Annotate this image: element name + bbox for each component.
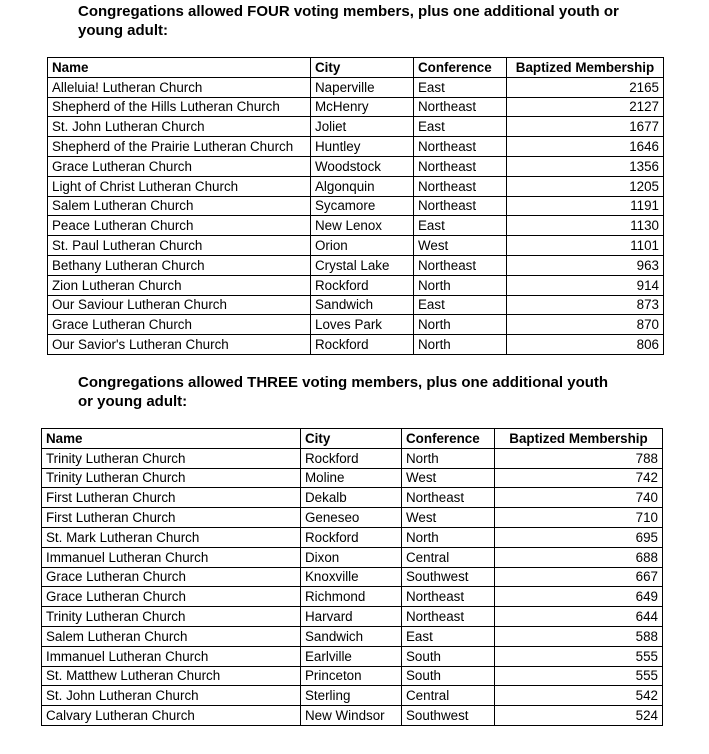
table-row — [48, 216, 664, 236]
cell-name: Peace Lutheran Church — [48, 216, 311, 236]
table-header-row — [48, 58, 664, 78]
cell-city: Princeton — [301, 666, 402, 686]
cell-membership: 873 — [507, 295, 664, 315]
cell-city: Sterling — [301, 686, 402, 706]
table-row — [48, 196, 664, 216]
cell-city: Sandwich — [301, 626, 402, 646]
cell-city: Harvard — [301, 607, 402, 627]
cell-city: Sycamore — [311, 196, 414, 216]
cell-city: Joliet — [311, 117, 414, 137]
cell-conference: Central — [402, 547, 495, 567]
cell-membership: 806 — [507, 335, 664, 355]
table-row — [42, 468, 663, 488]
table-row — [42, 488, 663, 508]
cell-name: Trinity Lutheran Church — [42, 468, 301, 488]
cell-conference: East — [414, 117, 507, 137]
cell-name: Grace Lutheran Church — [48, 315, 311, 335]
cell-name: St. Mark Lutheran Church — [42, 527, 301, 547]
table-row — [42, 686, 663, 706]
cell-membership: 710 — [495, 508, 663, 528]
cell-city: Huntley — [311, 137, 414, 157]
cell-name: St. John Lutheran Church — [48, 117, 311, 137]
cell-membership: 963 — [507, 255, 664, 275]
cell-conference: Northeast — [414, 196, 507, 216]
cell-membership: 742 — [495, 468, 663, 488]
cell-name: St. Matthew Lutheran Church — [42, 666, 301, 686]
cell-membership: 555 — [495, 646, 663, 666]
cell-name: Grace Lutheran Church — [42, 567, 301, 587]
cell-conference: North — [414, 315, 507, 335]
cell-city: Richmond — [301, 587, 402, 607]
cell-conference: Northeast — [402, 607, 495, 627]
column-header-conference: Conference — [402, 429, 495, 449]
cell-membership: 1191 — [507, 196, 664, 216]
cell-membership: 667 — [495, 567, 663, 587]
cell-name: St. John Lutheran Church — [42, 686, 301, 706]
table-row — [48, 176, 664, 196]
cell-membership: 740 — [495, 488, 663, 508]
table-row — [48, 275, 664, 295]
table-row — [42, 527, 663, 547]
cell-conference: South — [402, 646, 495, 666]
cell-city: Dekalb — [301, 488, 402, 508]
cell-city: Algonquin — [311, 176, 414, 196]
cell-name: Immanuel Lutheran Church — [42, 646, 301, 666]
cell-membership: 870 — [507, 315, 664, 335]
cell-city: Woodstock — [311, 156, 414, 176]
cell-city: Knoxville — [301, 567, 402, 587]
cell-conference: Southwest — [402, 706, 495, 726]
cell-conference: East — [414, 216, 507, 236]
cell-conference: North — [402, 527, 495, 547]
cell-conference: South — [402, 666, 495, 686]
cell-city: Moline — [301, 468, 402, 488]
table-row — [42, 587, 663, 607]
cell-name: First Lutheran Church — [42, 508, 301, 528]
cell-name: St. Paul Lutheran Church — [48, 236, 311, 256]
table-row — [48, 255, 664, 275]
cell-conference: Northeast — [414, 176, 507, 196]
cell-name: Salem Lutheran Church — [42, 626, 301, 646]
cell-city: Sandwich — [311, 295, 414, 315]
column-header-baptized-membership: Baptized Membership — [495, 429, 663, 449]
cell-city: Crystal Lake — [311, 255, 414, 275]
table-header-row — [42, 429, 663, 449]
cell-name: Shepherd of the Prairie Lutheran Church — [48, 137, 311, 157]
table-row — [42, 626, 663, 646]
cell-city: Rockford — [311, 335, 414, 355]
cell-conference: East — [414, 77, 507, 97]
cell-membership: 644 — [495, 607, 663, 627]
cell-membership: 588 — [495, 626, 663, 646]
cell-conference: Northeast — [414, 137, 507, 157]
table-row — [48, 117, 664, 137]
cell-city: Rockford — [301, 448, 402, 468]
cell-membership: 914 — [507, 275, 664, 295]
cell-name: Grace Lutheran Church — [48, 156, 311, 176]
cell-membership: 1646 — [507, 137, 664, 157]
column-header-city: City — [311, 58, 414, 78]
table-row — [48, 315, 664, 335]
cell-city: Rockford — [301, 527, 402, 547]
cell-name: Trinity Lutheran Church — [42, 607, 301, 627]
cell-city: New Windsor — [301, 706, 402, 726]
table-row — [48, 77, 664, 97]
cell-conference: East — [402, 626, 495, 646]
cell-conference: Northeast — [414, 255, 507, 275]
cell-name: Salem Lutheran Church — [48, 196, 311, 216]
cell-membership: 1130 — [507, 216, 664, 236]
cell-city: Dixon — [301, 547, 402, 567]
cell-name: First Lutheran Church — [42, 488, 301, 508]
cell-name: Light of Christ Lutheran Church — [48, 176, 311, 196]
cell-conference: Central — [402, 686, 495, 706]
cell-name: Shepherd of the Hills Lutheran Church — [48, 97, 311, 117]
cell-name: Our Saviour Lutheran Church — [48, 295, 311, 315]
cell-name: Calvary Lutheran Church — [42, 706, 301, 726]
cell-city: McHenry — [311, 97, 414, 117]
table-row — [42, 547, 663, 567]
cell-name: Bethany Lutheran Church — [48, 255, 311, 275]
cell-membership: 524 — [495, 706, 663, 726]
cell-conference: West — [402, 468, 495, 488]
table-row — [48, 97, 664, 117]
cell-membership: 1356 — [507, 156, 664, 176]
table-row — [48, 335, 664, 355]
cell-conference: North — [414, 335, 507, 355]
cell-membership: 2127 — [507, 97, 664, 117]
four-voting-members-table — [47, 57, 664, 355]
cell-conference: Northeast — [414, 97, 507, 117]
cell-conference: North — [402, 448, 495, 468]
table-row — [42, 646, 663, 666]
cell-city: Loves Park — [311, 315, 414, 335]
cell-name: Alleluia! Lutheran Church — [48, 77, 311, 97]
cell-name: Zion Lutheran Church — [48, 275, 311, 295]
cell-conference: Northeast — [402, 488, 495, 508]
table-row — [48, 295, 664, 315]
cell-name: Our Savior's Lutheran Church — [48, 335, 311, 355]
column-header-name: Name — [42, 429, 301, 449]
cell-membership: 688 — [495, 547, 663, 567]
table-row — [48, 156, 664, 176]
cell-city: Rockford — [311, 275, 414, 295]
cell-conference: East — [414, 295, 507, 315]
cell-membership: 1101 — [507, 236, 664, 256]
cell-city: Earlville — [301, 646, 402, 666]
table-row — [42, 706, 663, 726]
section-heading-four-voting: Congregations allowed FOUR voting members, plus one additional youth or young adult: — [78, 3, 619, 39]
table-row — [42, 508, 663, 528]
table-row — [42, 448, 663, 468]
cell-conference: North — [414, 275, 507, 295]
table-row — [42, 567, 663, 587]
cell-name: Trinity Lutheran Church — [42, 448, 301, 468]
cell-membership: 542 — [495, 686, 663, 706]
cell-membership: 1205 — [507, 176, 664, 196]
cell-conference: West — [414, 236, 507, 256]
cell-membership: 788 — [495, 448, 663, 468]
table-row — [48, 236, 664, 256]
column-header-city: City — [301, 429, 402, 449]
cell-membership: 1677 — [507, 117, 664, 137]
cell-conference: West — [402, 508, 495, 528]
cell-membership: 2165 — [507, 77, 664, 97]
cell-conference: Southwest — [402, 567, 495, 587]
cell-membership: 555 — [495, 666, 663, 686]
table-row — [42, 607, 663, 627]
cell-name: Grace Lutheran Church — [42, 587, 301, 607]
cell-membership: 649 — [495, 587, 663, 607]
column-header-name: Name — [48, 58, 311, 78]
table-row — [42, 666, 663, 686]
table-row — [48, 137, 664, 157]
section-heading-three-voting: Congregations allowed THREE voting members, plus one additional youth or young adult: — [78, 374, 609, 410]
cell-city: Geneseo — [301, 508, 402, 528]
cell-city: Naperville — [311, 77, 414, 97]
cell-city: New Lenox — [311, 216, 414, 236]
cell-city: Orion — [311, 236, 414, 256]
cell-name: Immanuel Lutheran Church — [42, 547, 301, 567]
three-voting-members-table — [41, 428, 663, 726]
cell-membership: 695 — [495, 527, 663, 547]
cell-conference: Northeast — [402, 587, 495, 607]
column-header-conference: Conference — [414, 58, 507, 78]
cell-conference: Northeast — [414, 156, 507, 176]
column-header-baptized-membership: Baptized Membership — [507, 58, 664, 78]
